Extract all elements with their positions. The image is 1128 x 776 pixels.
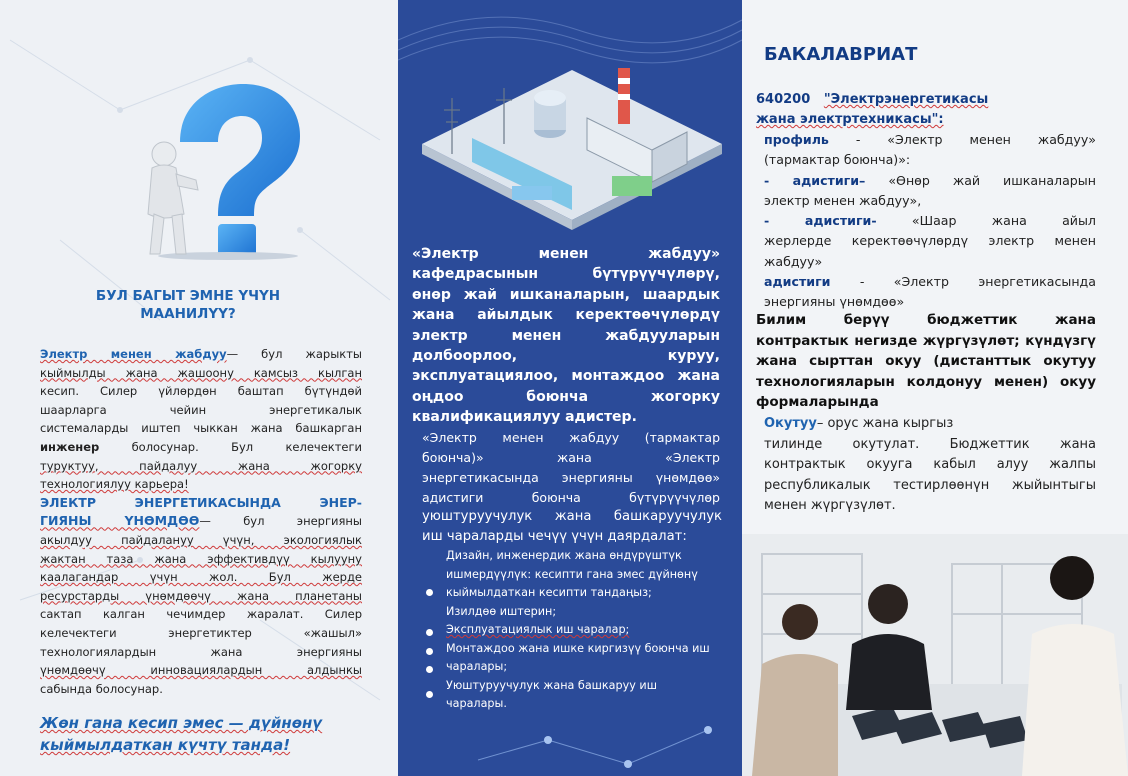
specializations: профиль - «Электр менен жабдуу» (тармактар боюнча)»: - адистиги– «Өнөр жай ишканаларын электр менен жабдуу», - адистиги- «Шаар жана айыл жерлерде керектөөчүлөрдү электр менен жабдуу» адистиги - «Электр энергетикасында энергияны үнөмдөө» bbox=[764, 132, 1096, 310]
list-item: Дизайн, инженердик жана өндүрүштүк ишмердүүлүк: кесипти гана эмес дүйнөнү кыймылдаткан кесипти тандаңыз; bbox=[422, 547, 718, 603]
right-panel bbox=[742, 0, 1128, 776]
bold-word-engineer: инженер bbox=[40, 439, 100, 454]
program-title: 640200 "Электрэнергетикасы жана электртехникасы": bbox=[756, 92, 989, 127]
graduates-statement: «Электр менен жабдуу» кафедрасынын бүтүрүүчүлөрү, өнөр жай ишканаларын, шаардык жана айылдык керектөөчүлөрдү электр менен жабдууларын долбоорлоо, куруу, эксплуатациялоо, монтаждоо жана оңдоо боюнча жогорку квалификациялуу адистер. bbox=[412, 246, 720, 426]
list-item: Уюштуруучулук жана башкаруу иш чаралары. bbox=[422, 677, 718, 714]
program-code: 640200 bbox=[756, 92, 811, 107]
lab-students-photo bbox=[742, 534, 1128, 776]
section-heading-line2: МААНИЛҮҮ? bbox=[140, 306, 236, 322]
bachelor-heading: БАКАЛАВРИАТ bbox=[764, 44, 918, 65]
bullet-dot-icon bbox=[426, 666, 433, 673]
network-footer-decoration bbox=[468, 720, 742, 776]
activities-list bbox=[422, 547, 718, 714]
term-energy-saving-line1: ЭЛЕКТР ЭНЕРГЕТИКАСЫНДА ЭНЕР- bbox=[40, 494, 362, 510]
education-form: Билим берүү бюджеттик жана контрактык негизде жүргүзүлөт; күндүзгү жана сырттан окуу (дистанттык окутуу технологияларын колдонуу менен) окуу формаларында bbox=[756, 312, 1096, 411]
language-info: Окутуу– орус жана кыргыз тилинде окутулат. Бюджеттик жана контрактык окууга кабыл алуу жалпы республикалык тестирлөөнүн жыйынтыгы менен жүргүзүлөт. bbox=[764, 416, 1096, 514]
intro-paragraph: Электр менен жабдуу— бул жарыкты кыймылды жана жашоону камсыз кылган кесип. Силер үйлөрдөн баштап бүтүндөй шаарларга чейин энергетикалык системаларды иштеп чыккан жана башкарган инженер болосунар. Бул келечектеги туруктуу, пайдалуу жана жогорку технологиялуу карьера! ЭЛЕКТР ЭНЕРГЕТИКАСЫНДА ЭНЕР- ГИЯНЫ ҮНӨМДӨӨ— бул энергияны акылдуу пайдалануу үчүн, экологиялык жактан таза жана эффективдүү кылууну каалагандар үчүн жол. Бул жерде ресурстарды үнөмдөөчү жана планетаны сактап калган чечимдер жаралат. Силер келечектеги энергетиктер «жашыл» технологиялардын жана энергияны үнөмдөөчү инновациялардын алдынкы сабында болосунар. bbox=[40, 347, 363, 696]
bullet-dot-icon bbox=[426, 691, 433, 698]
section-heading-line1: БУЛ БАГЫТ ЭМНЕ ҮЧҮН bbox=[95, 288, 281, 304]
graduates-paragraph: «Электр менен жабдуу (тармактар боюнча)» жана «Электр энергетикасында энергияны үнөмдөө» адистиги боюнча бүтүрүүчүлөр bbox=[422, 430, 720, 505]
left-panel bbox=[0, 0, 398, 776]
term-electric-supply: Электр менен жабдуу bbox=[40, 347, 227, 361]
term-energy-saving-line2: ГИЯНЫ ҮНӨМДӨӨ bbox=[40, 513, 200, 529]
list-item: Изилдөө иштерин; bbox=[446, 604, 557, 618]
power-plant-illustration bbox=[412, 58, 732, 234]
bullet-dot-icon bbox=[426, 629, 433, 636]
graduates-prepared: уюштуруучулук жана башкаруучулук иш чараларды чечүү үчүн даярдалат: bbox=[422, 509, 722, 544]
bullet-dot-icon bbox=[426, 648, 433, 655]
slogan: Жөн гана кесип эмес — дүйнөнү кыймылдаткан күчтү танда! bbox=[40, 714, 323, 754]
bullet-dot-icon bbox=[426, 589, 433, 596]
list-item: Монтаждоо жана ишке киргизүү боюнча иш чаралары; bbox=[422, 640, 718, 677]
middle-panel bbox=[398, 0, 742, 776]
list-item: Эксплуатациялык иш чаралар; bbox=[422, 621, 718, 640]
question-mark-figure-illustration bbox=[118, 82, 308, 260]
